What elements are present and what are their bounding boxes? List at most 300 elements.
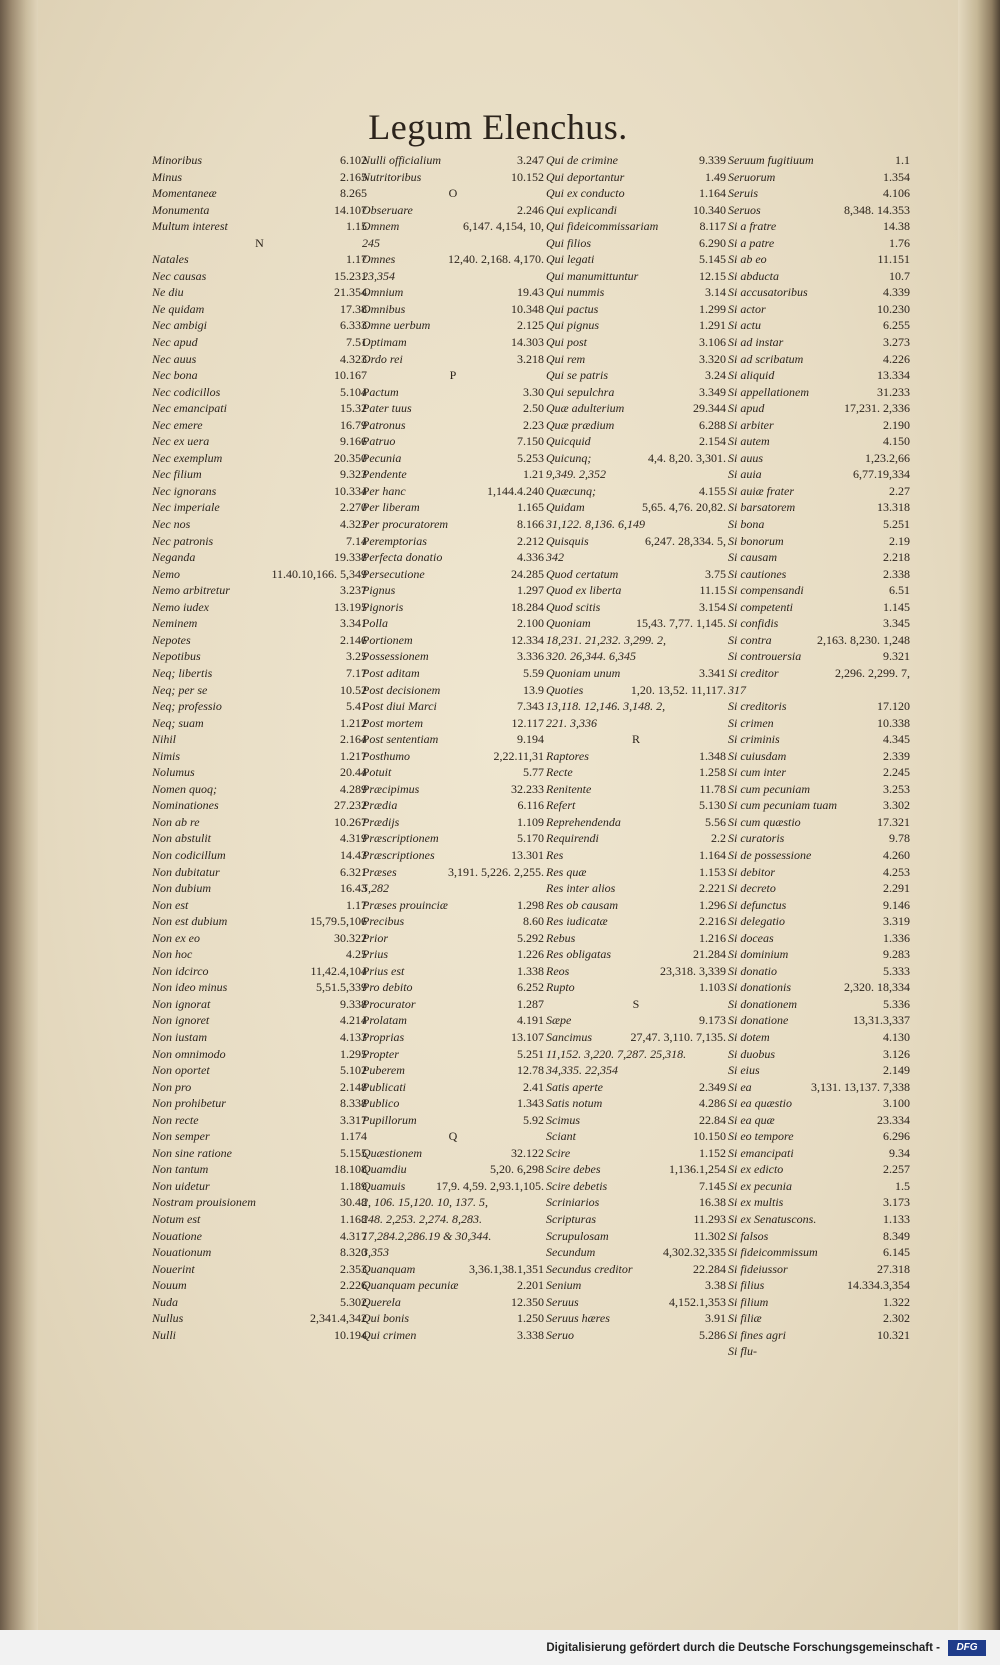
entry-reference: 3.237 [340,583,367,598]
index-entry [546,1211,726,1228]
entry-reference [722,466,726,483]
entry-term: Si creditoris [728,699,787,714]
entry-term: Si filium [728,1294,769,1309]
entry-term: Notum est [152,1212,201,1226]
entry-reference: 12.350 [511,1294,544,1309]
index-entry [546,814,726,831]
entry-term: Seruo [546,1327,574,1342]
entry-term: Prolatam [362,1013,407,1028]
entry-reference: 16.79 [340,417,367,432]
entry-term: Qui se patris [546,368,609,383]
index-entry [362,301,544,318]
index-entry [362,1178,544,1195]
entry-term: Patruo [362,434,396,449]
entry-term: 9,349. 2,352 [546,467,606,482]
entry-term: Raptores [546,748,589,763]
entry-term: Nouum [152,1278,187,1293]
entry-term: Non tantum [152,1162,209,1177]
letter-heading: Q [448,1129,458,1144]
index-entry [362,1277,544,1294]
index-entry [728,566,910,583]
entry-term: Obseruare [362,202,413,217]
index-entry [546,384,726,401]
entry-term: Qui post [546,335,588,350]
entry-term: 320. 26,344. 6,345 [546,649,636,664]
entry-reference: 8.349 [883,1228,910,1243]
entry-reference: 1.217 [340,748,367,763]
entry-term: Satis notum [546,1096,603,1111]
index-entry [728,599,910,616]
entry-term: Si aliquid [728,368,775,383]
index-entry [362,351,544,368]
entry-reference: 3.14 [705,285,726,300]
entry-reference: 2.246 [517,202,544,217]
entry-term: Post sententiam [362,732,439,747]
entry-reference: 1.145 [883,599,910,614]
funding-notice: Digitalisierung gefördert durch die Deutsche Forschungsgemeinschaft - [546,1642,940,1654]
entry-reference: 30.48 [340,1195,367,1210]
entry-term: Satis aperte [546,1079,603,1094]
index-entry [152,218,367,235]
entry-term: 31,122. 8,136. 6,149 [546,517,645,532]
entry-term: Neminem [152,616,198,631]
entry-term: Nec imperiale [152,500,220,515]
index-entry [152,715,367,732]
entry-reference: 1.168 [340,1212,367,1226]
index-entry [362,1327,544,1344]
entry-term: Propter [362,1046,399,1061]
index-entry [728,549,910,566]
entry-term: Si de possessione [728,847,812,862]
entry-term: Rupto [546,980,575,995]
entry-term: Nemo [152,566,180,581]
entry-reference: 6.321 [340,864,367,879]
entry-term: Scire [546,1145,571,1160]
entry-reference: 2.100 [517,616,544,631]
index-entry [728,483,910,500]
entry-term: Scripturas [546,1212,597,1226]
index-entry [728,400,910,417]
entry-reference: 4.106 [883,186,910,201]
entry-reference: 1.189 [340,1178,367,1193]
entry-reference: 1.5 [895,1178,910,1193]
entry-reference: 1.343 [517,1096,544,1111]
entry-reference [722,632,726,649]
index-entry [152,317,367,334]
index-entry [546,483,726,500]
entry-reference: 18.284 [511,599,544,614]
entry-reference: 10.348 [511,301,544,316]
entry-reference: 2.149 [883,1063,910,1078]
entry-reference: 3.154 [699,599,726,614]
entry-reference: 1.49 [705,169,726,184]
index-entry [152,615,367,632]
index-entry [362,533,544,550]
index-entry [362,632,544,649]
index-entry [546,1145,726,1162]
entry-reference: 2.339 [883,748,910,763]
entry-term: Si debitor [728,864,775,879]
index-entry [546,1277,726,1294]
index-entry [728,748,910,765]
entry-reference: 1.287 [517,996,544,1011]
index-entry [362,731,544,748]
entry-term: Si doceas [728,930,774,945]
entry-term: Si duobus [728,1046,776,1061]
entry-reference: 6.290 [699,235,726,250]
index-entry [728,1128,910,1145]
entry-reference: 2.41 [523,1079,544,1094]
entry-reference: 3.106 [699,335,726,350]
index-entry [362,913,544,930]
index-entry [362,169,544,186]
index-entry [728,880,910,897]
index-entry [152,533,367,550]
entry-term: Si emancipati [728,1145,794,1160]
entry-term: Qui sepulchra [546,384,615,399]
index-entry [362,549,544,566]
entry-term: 248. 2,253. 2,274. 8,283. [362,1212,482,1226]
index-entry [152,599,367,616]
index-entry [362,764,544,781]
entry-term: Non uidetur [152,1178,210,1193]
entry-term: Si auia [728,467,762,482]
entry-term: Non dubium [152,881,212,896]
entry-reference: 10.340 [693,202,726,217]
entry-reference: 3.100 [883,1096,910,1111]
index-entry [152,268,367,285]
entry-reference: 2.27 [889,483,910,498]
entry-term: 245 [362,235,380,250]
entry-reference: 1.250 [517,1311,544,1326]
index-entry [728,1062,910,1079]
index-entry [362,317,544,334]
index-entry [728,1178,910,1195]
entry-reference: 21.354 [334,285,367,300]
index-column-2 [362,152,544,1343]
entry-reference: 4.336 [517,550,544,565]
entry-reference: 1.164 [699,847,726,862]
index-entry [362,963,544,980]
index-entry [152,1145,367,1162]
entry-term: Requirendi [546,831,599,846]
entry-term: Si donatio [728,963,778,978]
index-entry [728,632,910,649]
entry-term: Præses [362,864,397,879]
index-entry [152,400,367,417]
index-entry [362,1194,544,1211]
entry-reference: 5.92 [523,1112,544,1127]
entry-term: Qui fideicommissariam [546,219,659,234]
entry-term: Per liberam [362,500,420,515]
entry-term: Quæ adulterium [546,401,625,416]
index-entry [728,202,910,219]
entry-reference: 1.296 [699,897,726,912]
entry-reference: 13.195 [334,599,367,614]
entry-reference: 1.164 [699,186,726,201]
index-entry [362,268,544,285]
index-entry [362,433,544,450]
entry-reference: 5.102 [340,1063,367,1078]
entry-term: Multum interest [152,219,228,234]
entry-reference: 3.319 [883,914,910,929]
entry-term: Quanquam [362,1261,416,1276]
entry-reference: 6.145 [883,1245,910,1260]
entry-term: Si creditor [728,665,779,680]
entry-reference: 3.25 [346,649,367,664]
entry-term: Nolumus [152,765,195,780]
index-entry [728,615,910,632]
index-entry [152,251,367,268]
entry-reference: 13.301 [511,847,544,862]
index-entry [728,433,910,450]
entry-term: Nulli [152,1327,177,1342]
entry-term: Si autem [728,434,770,449]
index-entry [728,731,910,748]
index-entry [152,334,367,351]
entry-reference: 29.344 [693,401,726,416]
entry-reference: 1,20. 13,52. 11,117. [630,682,726,697]
index-entry [728,864,910,881]
entry-reference: 3.341 [340,616,367,631]
entry-reference: 6,147. 4,154, 10, [463,219,544,234]
index-entry [152,417,367,434]
index-entry [546,748,726,765]
entry-reference: 10.52 [340,682,367,697]
entry-reference: 5.253 [517,450,544,465]
entry-term: Potuit [362,765,392,780]
index-entry [728,235,910,252]
entry-term: Nec ignorans [152,483,217,498]
entry-reference: 4.289 [340,781,367,796]
index-entry [362,1012,544,1029]
entry-reference: 2.353 [340,1261,367,1276]
index-entry [362,384,544,401]
entry-reference: 1.212 [340,715,367,730]
entry-reference: 4,4. 8,20. 3,301. [648,450,726,465]
index-entry [728,996,910,1013]
entry-term: Non prohibetur [152,1096,226,1111]
entry-reference: 5.59 [523,665,544,680]
entry-term: Si delegatio [728,914,785,929]
entry-term: Si ea [728,1079,752,1094]
entry-term: Polla [362,616,388,631]
index-entry [152,1194,367,1211]
entry-reference: 8.166 [517,517,544,532]
entry-reference: 3.218 [517,351,544,366]
index-entry [152,913,367,930]
entry-reference: 4.150 [883,434,910,449]
index-entry [728,781,910,798]
index-entry [546,533,726,550]
entry-term: Si eius [728,1063,760,1078]
entry-reference: 11.151 [877,252,910,267]
entry-term: Qui pignus [546,318,600,333]
entry-term: Nouatione [152,1228,202,1243]
index-entry [728,698,910,715]
entry-term: Quoties [546,682,584,697]
entry-term: Si cum pecuniam [728,781,810,796]
entry-term: Procurator [362,996,416,1011]
entry-reference: 3.349 [699,384,726,399]
index-entry [362,897,544,914]
index-entry [362,334,544,351]
entry-term: Nepotes [152,632,191,647]
entry-term: Si defunctus [728,897,787,912]
entry-term: Patronus [362,417,406,432]
entry-reference: 32.233 [511,781,544,796]
entry-reference: 2.23 [523,417,544,432]
entry-reference: 2.302 [883,1311,910,1326]
index-entry [362,1029,544,1046]
entry-reference: 7.150 [517,434,544,449]
entry-reference: 14.107 [334,202,367,217]
index-entry [362,499,544,516]
index-entry [362,648,544,665]
entry-term: Si confidis [728,616,779,631]
entry-term: Omnem [362,219,400,234]
entry-reference: 9.78 [889,831,910,846]
entry-reference: 10.167 [334,368,367,383]
entry-term: Non ab re [152,814,200,829]
entry-term: 342 [546,550,564,565]
entry-reference: 5.155 [340,1145,367,1160]
index-entry [152,797,367,814]
digitization-footer [0,1630,1000,1665]
index-entry [728,1095,910,1112]
entry-term: Secundus creditor [546,1261,633,1276]
index-entry [362,202,544,219]
entry-term: Qui legati [546,252,595,267]
index-entry [362,814,544,831]
entry-reference: 5.292 [517,930,544,945]
index-entry [728,1079,910,1096]
entry-reference [722,516,726,533]
entry-term: Nutritoribus [362,169,422,184]
entry-reference: 1.298 [517,897,544,912]
entry-reference: 27.318 [877,1261,910,1276]
index-entry [152,1228,367,1245]
entry-reference: 5.336 [883,996,910,1011]
entry-reference: 30.322 [334,930,367,945]
index-entry [362,1261,544,1278]
entry-term: Peremptorias [362,533,427,548]
entry-reference: 4.226 [883,351,910,366]
entry-term: Nec patronis [152,533,214,548]
index-entry [362,566,544,583]
entry-term: Per hanc [362,483,406,498]
index-entry [728,665,910,682]
index-entry [152,930,367,947]
entry-reference [540,880,544,897]
entry-reference: 3.338 [517,1327,544,1342]
book-edge-right [958,0,1000,1630]
entry-term: Qui ex conducto [546,186,625,201]
entry-reference: 12.334 [511,632,544,647]
index-entry [728,1294,910,1311]
entry-term: Si criminis [728,732,780,747]
index-entry [152,433,367,450]
entry-reference: 8.265 [340,186,367,201]
entry-reference: 2,296. 2,299. 7, [835,665,910,680]
index-entry [362,930,544,947]
entry-reference [540,268,544,285]
entry-term: Si auiæ frater [728,483,795,498]
entry-term: Si cuiusdam [728,748,787,763]
index-entry [152,169,367,186]
index-entry [362,797,544,814]
index-entry [728,1194,910,1211]
entry-term: Si contra [728,632,772,647]
entry-reference: 4.214 [340,1013,367,1028]
entry-reference: 2.50 [523,401,544,416]
entry-reference: 2.125 [517,318,544,333]
entry-reference: 2.218 [883,550,910,565]
entry-term: Quod ex liberta [546,583,622,598]
index-entry [546,317,726,334]
entry-reference: 14.38 [883,219,910,234]
index-entry [152,202,367,219]
entry-reference: 2.349 [699,1079,726,1094]
entry-term: 2, 106. 15,120. 10, 137. 5, [362,1195,488,1210]
entry-reference: 3.24 [705,368,726,383]
entry-reference: 1.21 [523,467,544,482]
entry-term: Quicquid [546,434,591,449]
entry-term: Scriniarios [546,1195,600,1210]
index-entry [728,648,910,665]
entry-term: Nominationes [152,798,219,813]
entry-term: Si dominium [728,947,789,962]
entry-term: Sancimus [546,1029,592,1044]
index-entry [546,1128,726,1145]
index-entry [152,1012,367,1029]
entry-reference: 8.320 [340,1245,367,1260]
entry-term: Quoniam unum [546,665,621,680]
entry-reference: 6.333 [340,318,367,333]
entry-term: Si compensandi [728,583,804,598]
index-entry [362,698,544,715]
index-entry [546,334,726,351]
entry-reference: 4.323 [340,351,367,366]
index-entry [546,284,726,301]
entry-reference: 4.25 [346,947,367,962]
index-entry [728,847,910,864]
entry-term: Persecutione [362,566,425,581]
entry-term: 5,282 [362,881,389,896]
entry-term: Publico [362,1096,400,1111]
entry-reference: 27,47. 3,110. 7,135. [630,1029,726,1044]
index-entry [362,748,544,765]
index-entry [546,979,726,996]
entry-term: Non est dubium [152,914,228,929]
entry-reference: 3,36.1,38.1,351 [469,1261,544,1276]
index-entry [362,400,544,417]
entry-reference: 1.338 [517,963,544,978]
index-entry [152,1112,367,1129]
index-entry [546,169,726,186]
entry-reference: 1.216 [699,930,726,945]
index-entry [728,1277,910,1294]
index-entry [728,830,910,847]
entry-term: Si ad scribatum [728,351,804,366]
entry-term: Si curatoris [728,831,785,846]
entry-term: Rebus [546,930,576,945]
index-entry [728,1029,910,1046]
entry-reference: 31.233 [877,384,910,399]
entry-term: Pater tuus [362,401,412,416]
index-entry [546,963,726,980]
entry-term: Præscriptiones [362,847,435,862]
